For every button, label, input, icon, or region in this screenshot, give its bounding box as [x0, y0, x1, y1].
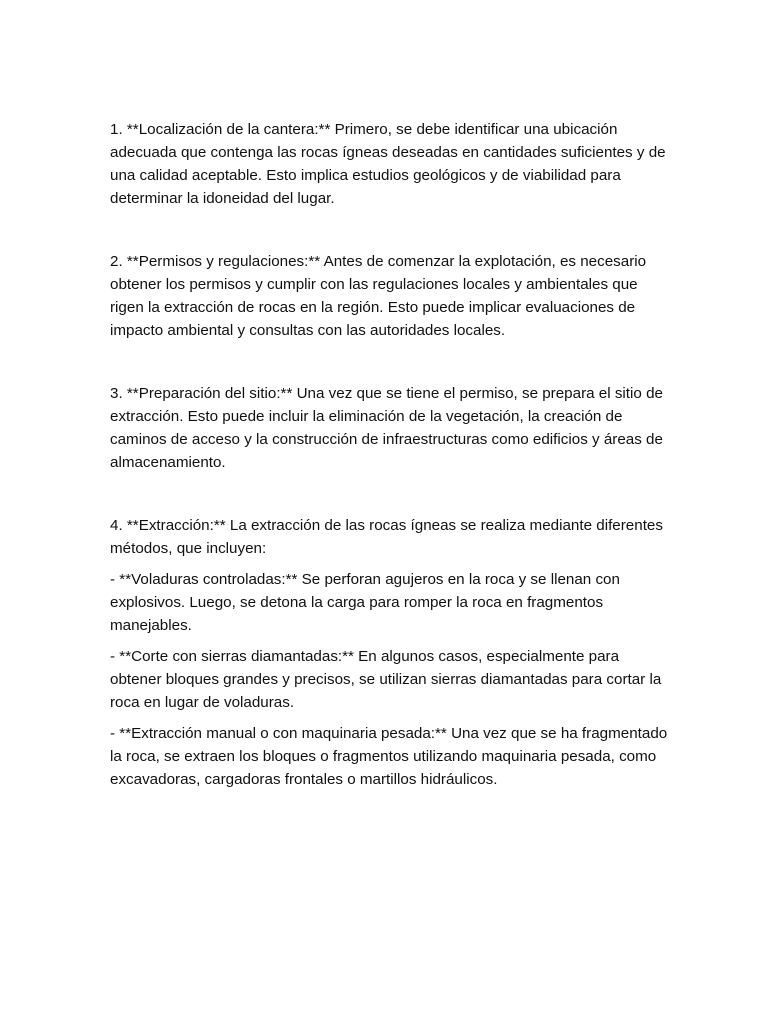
subitem-controlled-blasting: - **Voladuras controladas:** Se perforan agujeros en la roca y se llenan con explosivos. Luego, se detona la carga para romper la roca en fragmentos manejables.: [110, 571, 620, 634]
document-body: [110, 118, 670, 791]
paragraph-quarry-location: 1. **Localización de la cantera:** Primero, se debe identificar una ubicación adecuada que contenga las rocas ígneas deseadas en cantidades suficientes y de una calidad aceptable. Esto implica estudios geológicos y de viabilidad para determinar la idoneidad del lugar.: [110, 121, 666, 207]
subitem-spacer: [110, 714, 670, 722]
paragraph-spacer: [110, 210, 670, 250]
paragraph-spacer: [110, 342, 670, 382]
paragraph-extraction: 4. **Extracción:** La extracción de las rocas ígneas se realiza mediante diferentes métodos, que incluyen:: [110, 517, 663, 557]
paragraph-site-preparation: 3. **Preparación del sitio:** Una vez que se tiene el permiso, se prepara el sitio de extracción. Esto puede incluir la eliminación de la vegetación, la creación de caminos de acceso y la construcción de infraestructuras como edificios y áreas de almacenamiento.: [110, 385, 663, 471]
subitem-manual-heavy-machinery: - **Extracción manual o con maquinaria pesada:** Una vez que se ha fragmentado la roca, se extraen los bloques o fragmentos utilizando maquinaria pesada, como excavadoras, cargadoras frontales o martillos hidráulicos.: [110, 725, 668, 788]
subitem-spacer: [110, 560, 670, 568]
subitem-diamond-saws: - **Corte con sierras diamantadas:** En algunos casos, especialmente para obtener bloques grandes y precisos, se utilizan sierras diamantadas para cortar la roca en lugar de voladuras.: [110, 648, 662, 711]
paragraph-permits: 2. **Permisos y regulaciones:** Antes de comenzar la explotación, es necesario obtener los permisos y cumplir con las regulaciones locales y ambientales que rigen la extracción de rocas en la región. Esto puede implicar evaluaciones de impacto ambiental y consultas con las autoridades locales.: [110, 253, 647, 339]
paragraph-spacer: [110, 474, 670, 514]
subitem-spacer: [110, 637, 670, 645]
